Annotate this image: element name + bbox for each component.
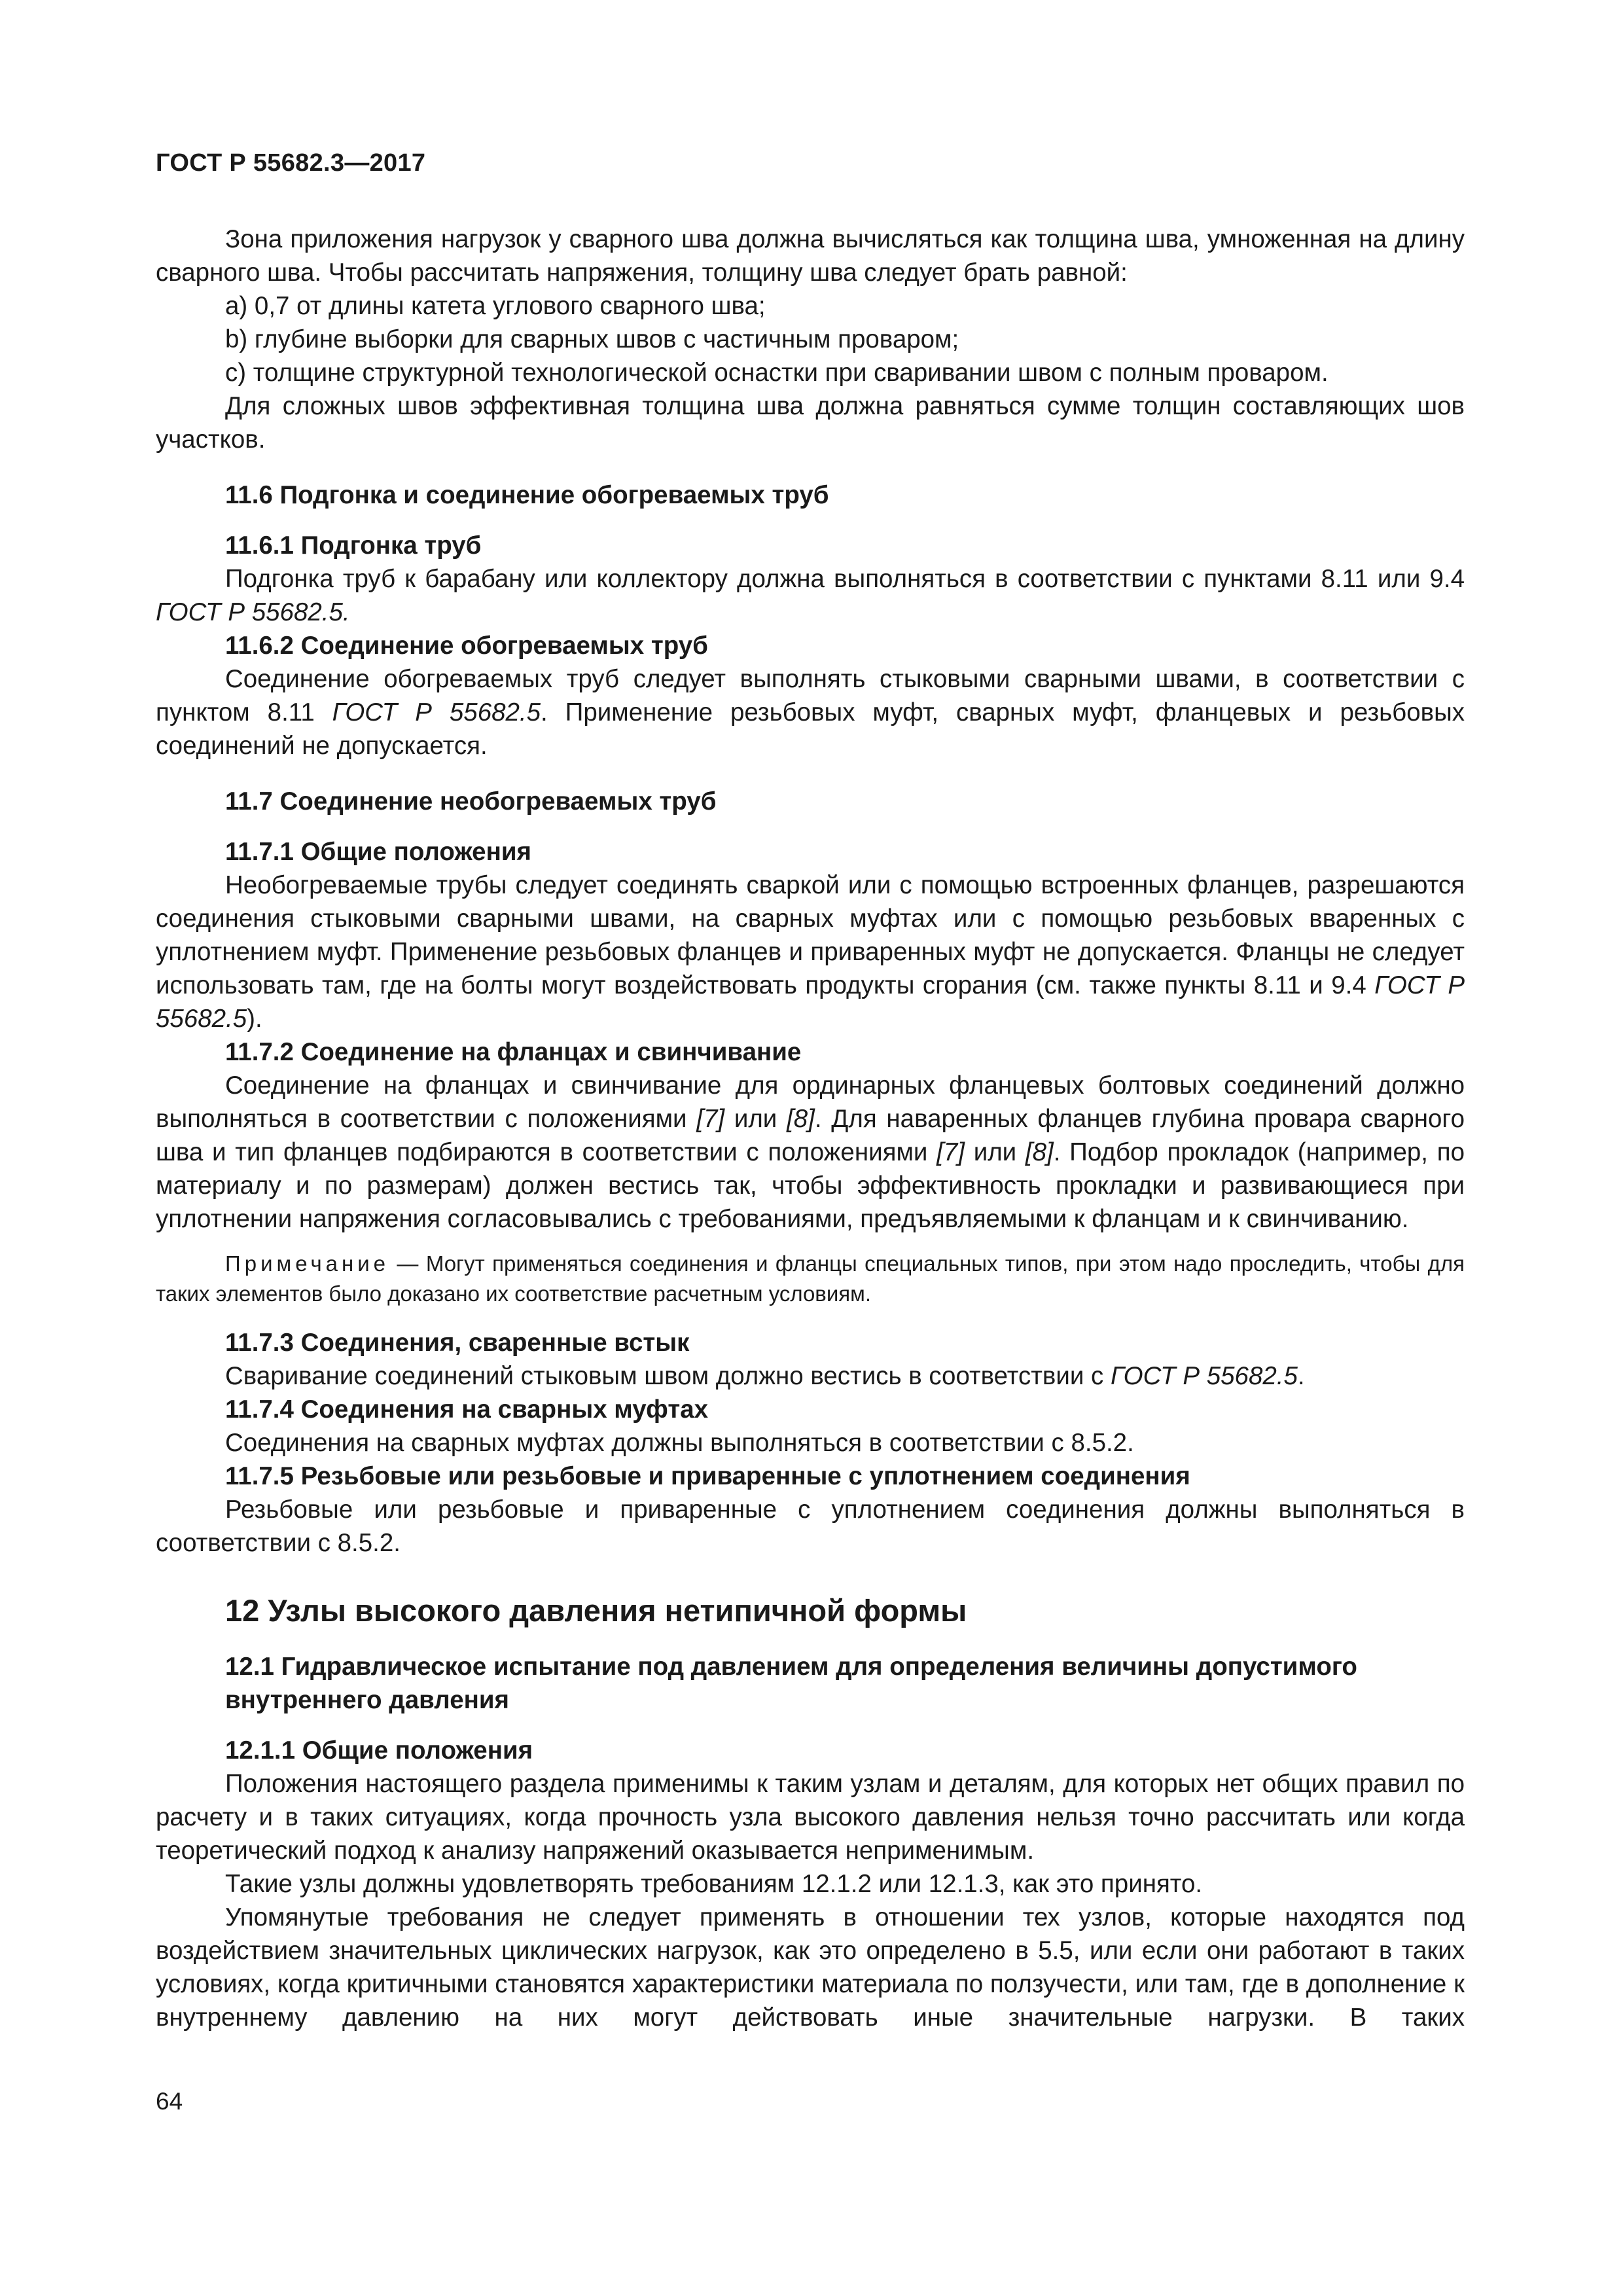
document-body — [156, 223, 1465, 2034]
list-item: c) толщине структурной технологической оснастки при сваривании швом с полным проваром. — [225, 359, 1329, 387]
section-heading-11-7-5: 11.7.5 Резьбовые или резьбовые и приваренные с уплотнением соединения — [225, 1462, 1190, 1490]
paragraph: Соединение на фланцах и свинчивание для ординарных фланцевых болтовых соединений должно выполняться в соответствии с положениями [7] или [8]. Для наваренных фланцев глубина провара сварного шва и тип фланцев подбираются в соответствии с положениями [7] или [8]. Подбор прокладок (например, по материалу и по размерам) должен вестись так, чтобы эффективность прокладки и развивающиеся при уплотнении напряжения согласовывались с требованиями, предъявляемыми к фланцам и к свинчиванию. — [156, 1071, 1465, 1233]
section-heading-11-7: 11.7 Соединение необогреваемых труб — [225, 787, 717, 816]
standard-reference: ГОСТ Р 55682.5. — [156, 598, 350, 626]
paragraph: Сваривание соединений стыковым швом должно вестись в соответствии с ГОСТ Р 55682.5. — [225, 1362, 1305, 1390]
paragraph: Резьбовые или резьбовые и приваренные с уплотнением соединения должны выполняться в соответствии с 8.5.2. — [156, 1496, 1465, 1557]
paragraph: Соединения на сварных муфтах должны выполняться в соответствии с 8.5.2. — [225, 1429, 1134, 1457]
list-item: a) 0,7 от длины катета углового сварного шва; — [225, 292, 766, 320]
standard-reference: ГОСТ Р 55682.5 — [332, 698, 541, 726]
section-heading-12-1: 12.1 Гидравлическое испытание под давлением для определения величины допустимого внутреннего давления — [225, 1653, 1357, 1714]
bibliography-reference: [7] — [936, 1138, 965, 1166]
paragraph: Упомянутые требования не следует применять в отношении тех узлов, которые находятся под воздействием значительных циклических нагрузок, как это определено в 5.5, или если они работают в таких условиях, когда критичными становятся характеристики материала по ползучести, или там, где в дополнение к внутреннему давлению на них могут действовать иные значительные нагрузки. В таких — [156, 1903, 1465, 2032]
section-heading-11-7-4: 11.7.4 Соединения на сварных муфтах — [225, 1395, 709, 1424]
note-label: Примечание — [225, 1251, 390, 1276]
paragraph: Положения настоящего раздела применимы к таким узлам и деталям, для которых нет общих правил по расчету и в таких ситуациях, когда прочность узла высокого давления нельзя точно рассчитать или когда теоретический подход к анализу напряжений оказывается неприменимым. — [156, 1770, 1465, 1865]
note-text: — Могут применяться соединения и фланцы специальных типов, при этом надо проследить, чтобы для таких элементов было доказано их соответствие расчетным условиям. — [156, 1251, 1465, 1306]
note — [156, 1249, 1465, 1309]
paragraph: Для сложных швов эффективная толщина шва должна равняться сумме толщин составляющих шов участков. — [156, 392, 1465, 454]
section-heading-11-7-2: 11.7.2 Соединение на фланцах и свинчивание — [225, 1038, 802, 1066]
list-item: b) глубине выборки для сварных швов с частичным проваром; — [225, 325, 959, 353]
section-heading-11-6-2: 11.6.2 Соединение обогреваемых труб — [225, 632, 708, 660]
section-heading-11-7-1: 11.7.1 Общие положения — [225, 838, 531, 866]
standard-reference: ГОСТ Р 55682.5 — [1111, 1362, 1298, 1390]
section-heading-11-7-3: 11.7.3 Соединения, сваренные встык — [225, 1329, 690, 1357]
bibliography-reference: [7] — [696, 1105, 725, 1133]
paragraph: Такие узлы должны удовлетворять требованиям 12.1.2 или 12.1.3, как это принято. — [225, 1870, 1203, 1898]
paragraph: Зона приложения нагрузок у сварного шва должна вычисляться как толщина шва, умноженная на длину сварного шва. Чтобы рассчитать напряжения, толщину шва следует брать равной: — [156, 225, 1465, 287]
standard-reference: ГОСТ Р 55682.5 — [156, 971, 1465, 1033]
section-heading-11-6: 11.6 Подгонка и соединение обогреваемых труб — [225, 481, 829, 509]
section-heading-12-1-1: 12.1.1 Общие положения — [225, 1736, 533, 1765]
paragraph: Соединение обогреваемых труб следует выполнять стыковыми сварными швами, в соответствии с пунктом 8.11 ГОСТ Р 55682.5. Применение резьбовых муфт, сварных муфт, фланцевых и резьбовых соединений не допускается. — [156, 665, 1465, 760]
bibliography-reference: [8] — [1025, 1138, 1054, 1166]
paragraph: Подгонка труб к барабану или коллектору должна выполняться в соответствии с пунктами 8.11 или 9.4 ГОСТ Р 55682.5. — [156, 565, 1465, 626]
section-heading-12: 12 Узлы высокого давления нетипичной формы — [225, 1593, 967, 1628]
document-header: ГОСТ Р 55682.3—2017 — [156, 149, 426, 177]
bibliography-reference: [8] — [787, 1105, 815, 1133]
page-number: 64 — [156, 2088, 183, 2115]
section-heading-11-6-1: 11.6.1 Подгонка труб — [225, 531, 482, 560]
paragraph: Необогреваемые трубы следует соединять сваркой или с помощью встроенных фланцев, разрешаются соединения стыковыми сварными швами, на сварных муфтах или с помощью резьбовых вваренных с уплотнением муфт. Применение резьбовых фланцев и приваренных муфт не допускается. Фланцы не следует использовать там, где на болты могут воздействовать продукты сгорания (см. также пункты 8.11 и 9.4 ГОСТ Р 55682.5). — [156, 871, 1465, 1033]
